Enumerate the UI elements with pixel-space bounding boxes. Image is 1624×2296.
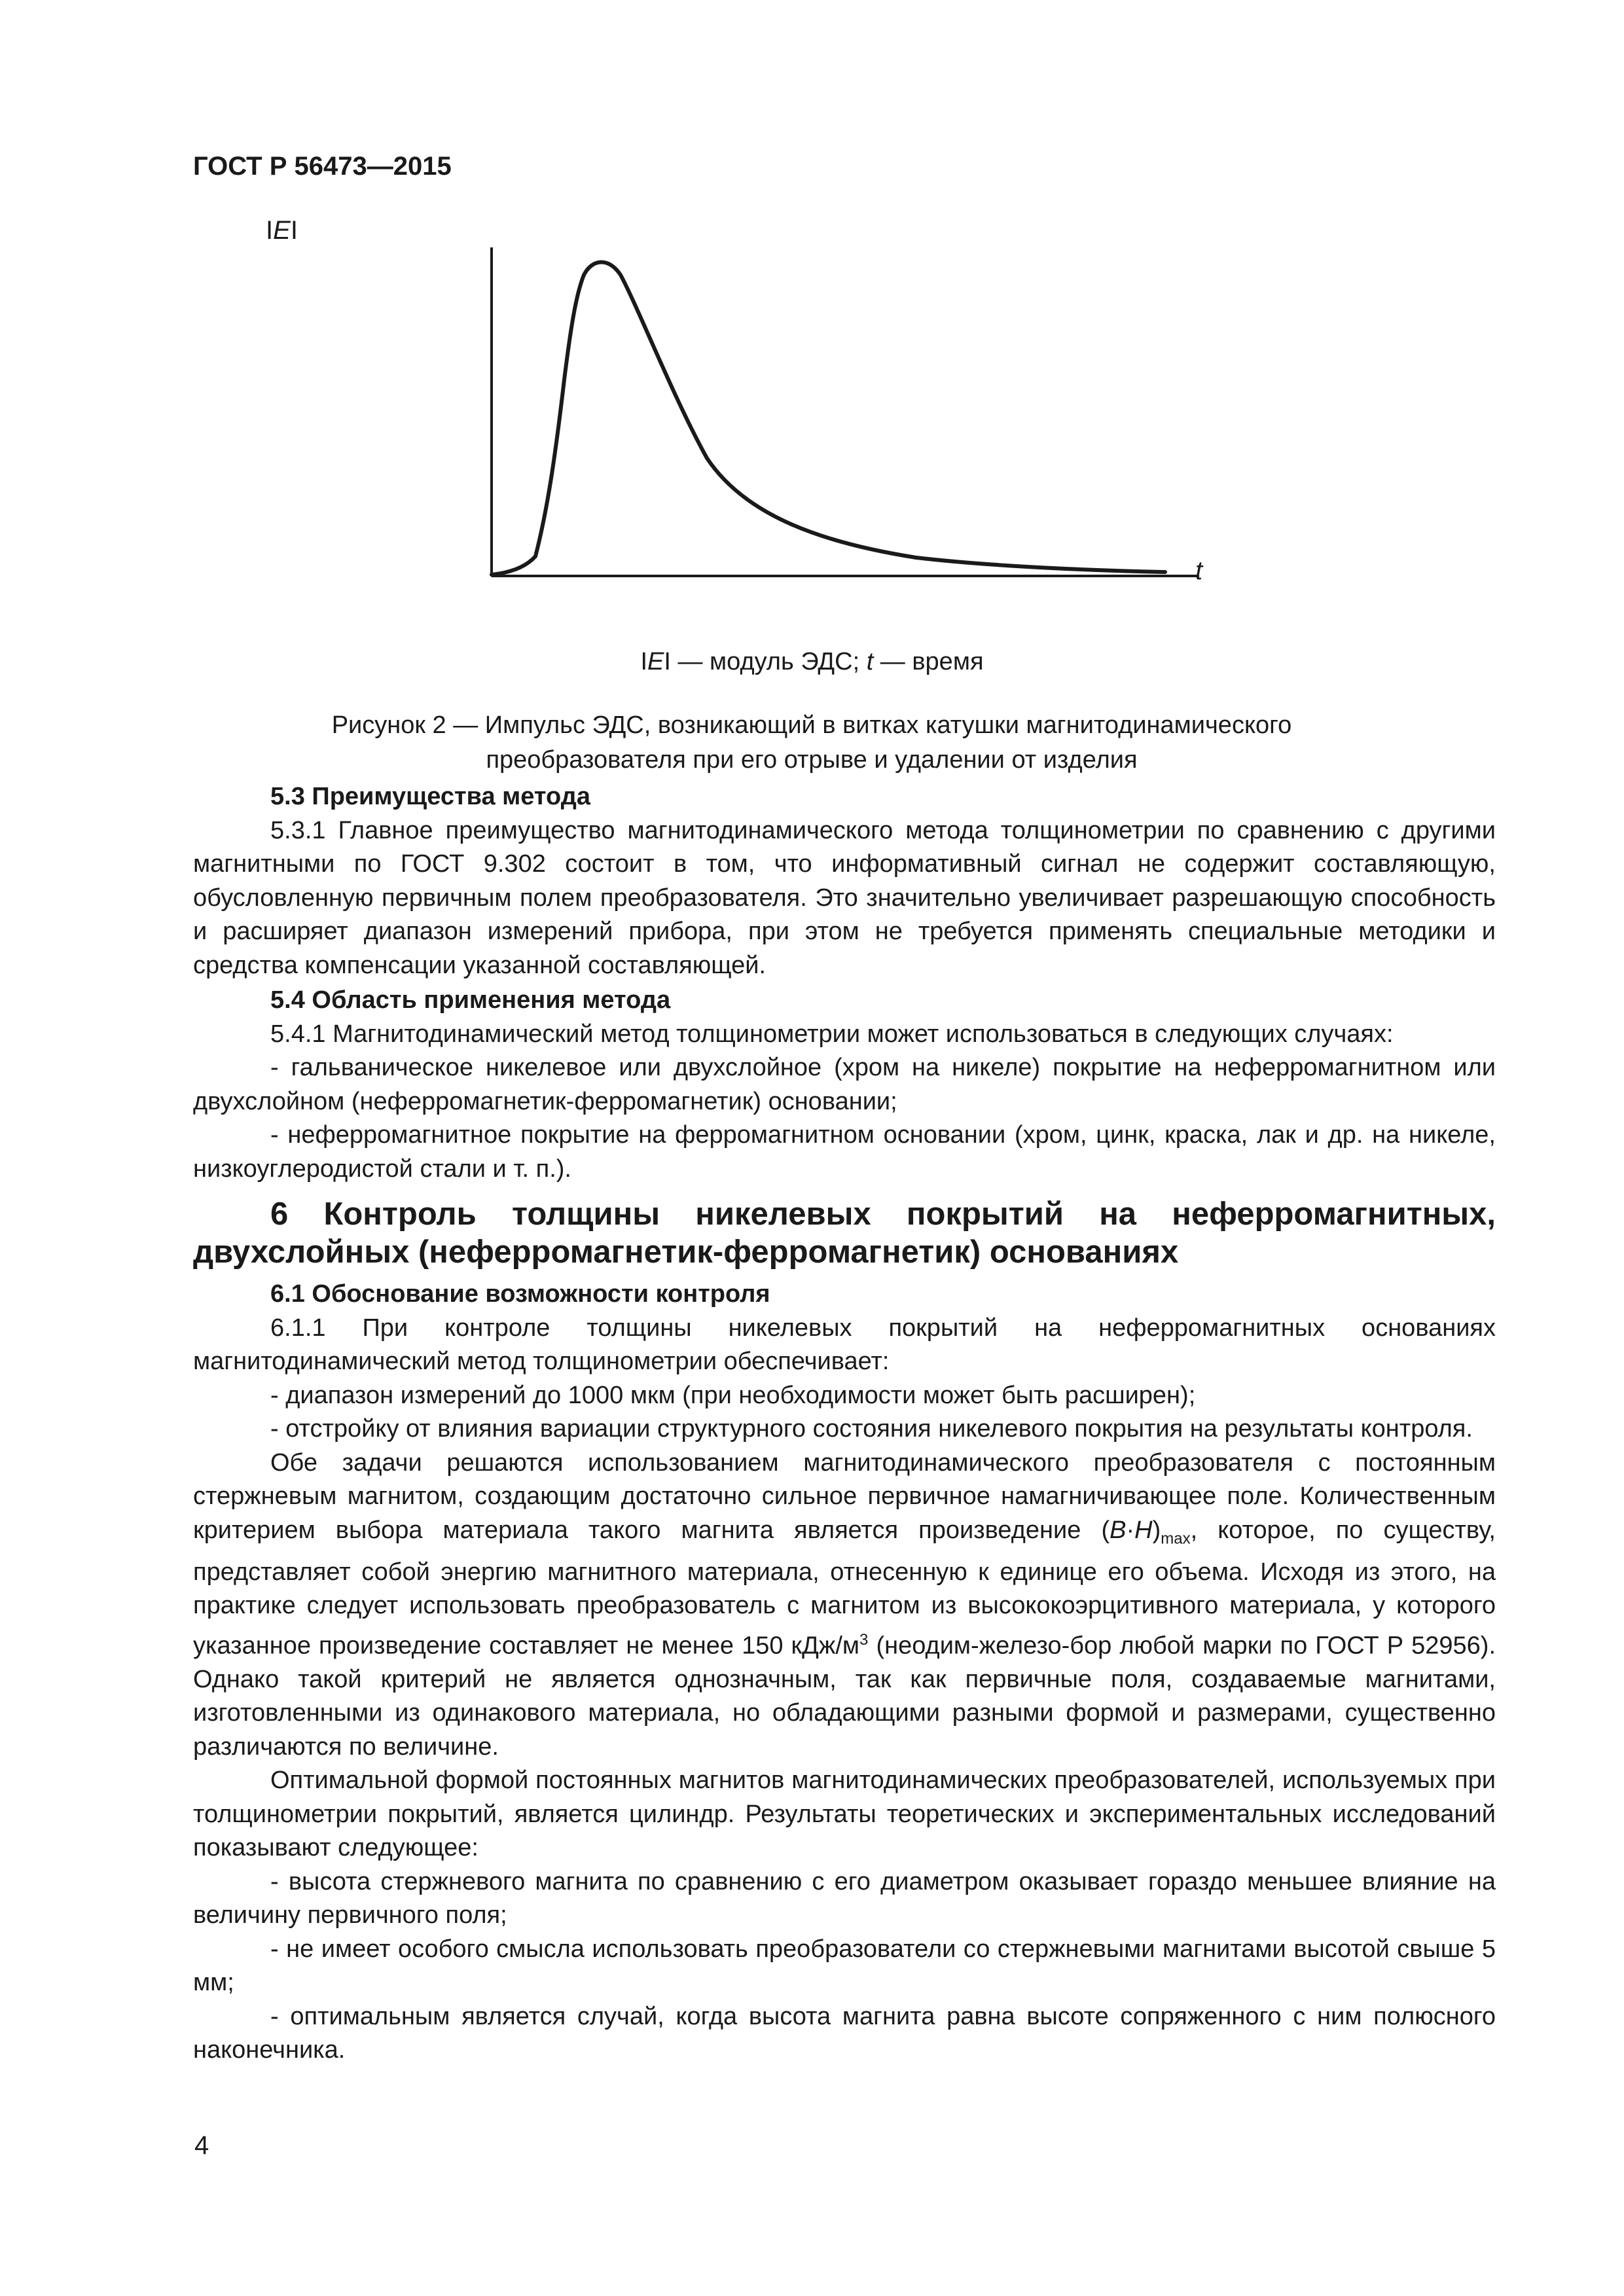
paragraph-5-3-1: 5.3.1 Главное преимущество магнитодинамического метода толщинометрии по сравнению с другими магнитными по ГОСТ 9.302 состоит в том, что информативный сигнал не содержит составляющую, обусловленную первичным полем преобразователя. Это значительно увеличивает разрешающую способность и расширяет диапазон измерений прибора, при этом не требуется применять специальные методики и средства компенсации указанной составляющей.: [193, 816, 1496, 979]
y-axis-label: IEI: [266, 216, 298, 245]
paragraph-magnet-criterion: Обе задачи решаются использованием магнитодинамического преобразователя с постоянным стержневым магнитом, создающим достаточно сильное первичное намагничивающее поле. Количественным критерием выбора материала такого магнита является произведение $(B\cdot H)_{max}$, которое, по существу, представляет собой энергию магнитного материала, отнесенную к единице его объема. Исходя из этого, на практике следует использовать преобразователь с магнитом из высококоэрцитивного материала, у которого указанное произведение составляет не менее 150 кДж/$м^3$ (неодим-железо-бор любой марки по ГОСТ Р 52956). Однако такой критерий не является однозначным, так как первичные поля, создаваемые магнитами, изготовленными из одинакового материала, но обладающими разными формой и размерами, существенно различаются по величине.: [193, 1448, 1496, 1761]
list-item: - высота стержневого магнита по сравнению с его диаметром оказывает гораздо меньшее влияние на величину первичного поля;: [193, 1867, 1496, 1929]
list-item: - гальваническое никелевое или двухслойное (хром на никеле) покрытие на неферромагнитном или двухслойном (неферромагнетик-ферромагнетик) основании;: [193, 1054, 1496, 1115]
emf-pulse-curve: [492, 262, 1165, 575]
figure-2: [0, 0, 1624, 785]
section-heading-6-1: 6.1 Обоснование возможности контроля: [270, 1280, 770, 1308]
figure-caption: Рисунок 2 — Импульс ЭДС, возникающий в витках катушки магнитодинамического преобразователя при его отрыве и удалении от изделия: [331, 711, 1292, 774]
list-item: - оптимальным является случай, когда высота магнита равна высоте сопряженного с ним полюсного наконечника.: [193, 2002, 1496, 2064]
list-item: - диапазон измерений до 1000 мкм (при необходимости может быть расширен);: [270, 1381, 1196, 1409]
list-item: - не имеет особого смысла использовать преобразователи со стержневыми магнитами высотой свыше 5 мм;: [193, 1935, 1496, 1997]
x-axis-label: t: [1195, 556, 1203, 585]
section-heading-6: 6 Контроль толщины никелевых покрытий на неферромагнитных, двухслойных (неферромагнетик-ферромагнетик) основаниях: [193, 1196, 1496, 1270]
paragraph-5-4-1: 5.4.1 Магнитодинамический метод толщинометрии может использоваться в следующих случаях:: [270, 1020, 1394, 1048]
list-item: - неферромагнитное покрытие на ферромагнитном основании (хром, цинк, краска, лак и др. на никеле, низкоуглеродистой стали и т. п.).: [193, 1121, 1496, 1183]
list-item: - отстройку от влияния вариации структурного состояния никелевого покрытия на результаты контроля.: [270, 1415, 1473, 1443]
paragraph-6-1-1: 6.1.1 При контроле толщины никелевых покрытий на неферромагнитных основаниях магнитодинамический метод толщинометрии обеспечивает:: [193, 1314, 1496, 1375]
section-heading-5-4: 5.4 Область применения метода: [270, 986, 671, 1014]
page-number: 4: [194, 2131, 209, 2160]
paragraph-magnet-shape: Оптимальной формой постоянных магнитов магнитодинамических преобразователей, используемых при толщинометрии покрытий, является цилиндр. Результаты теоретических и экспериментальных исследований показывают следующее:: [193, 1767, 1496, 1862]
document-body: [193, 779, 1496, 2068]
section-heading-5-3: 5.3 Преимущества метода: [270, 783, 590, 810]
document-header: ГОСТ Р 56473—2015: [193, 152, 452, 181]
figure-legend: IEI — модуль ЭДС; t — время: [640, 648, 984, 675]
